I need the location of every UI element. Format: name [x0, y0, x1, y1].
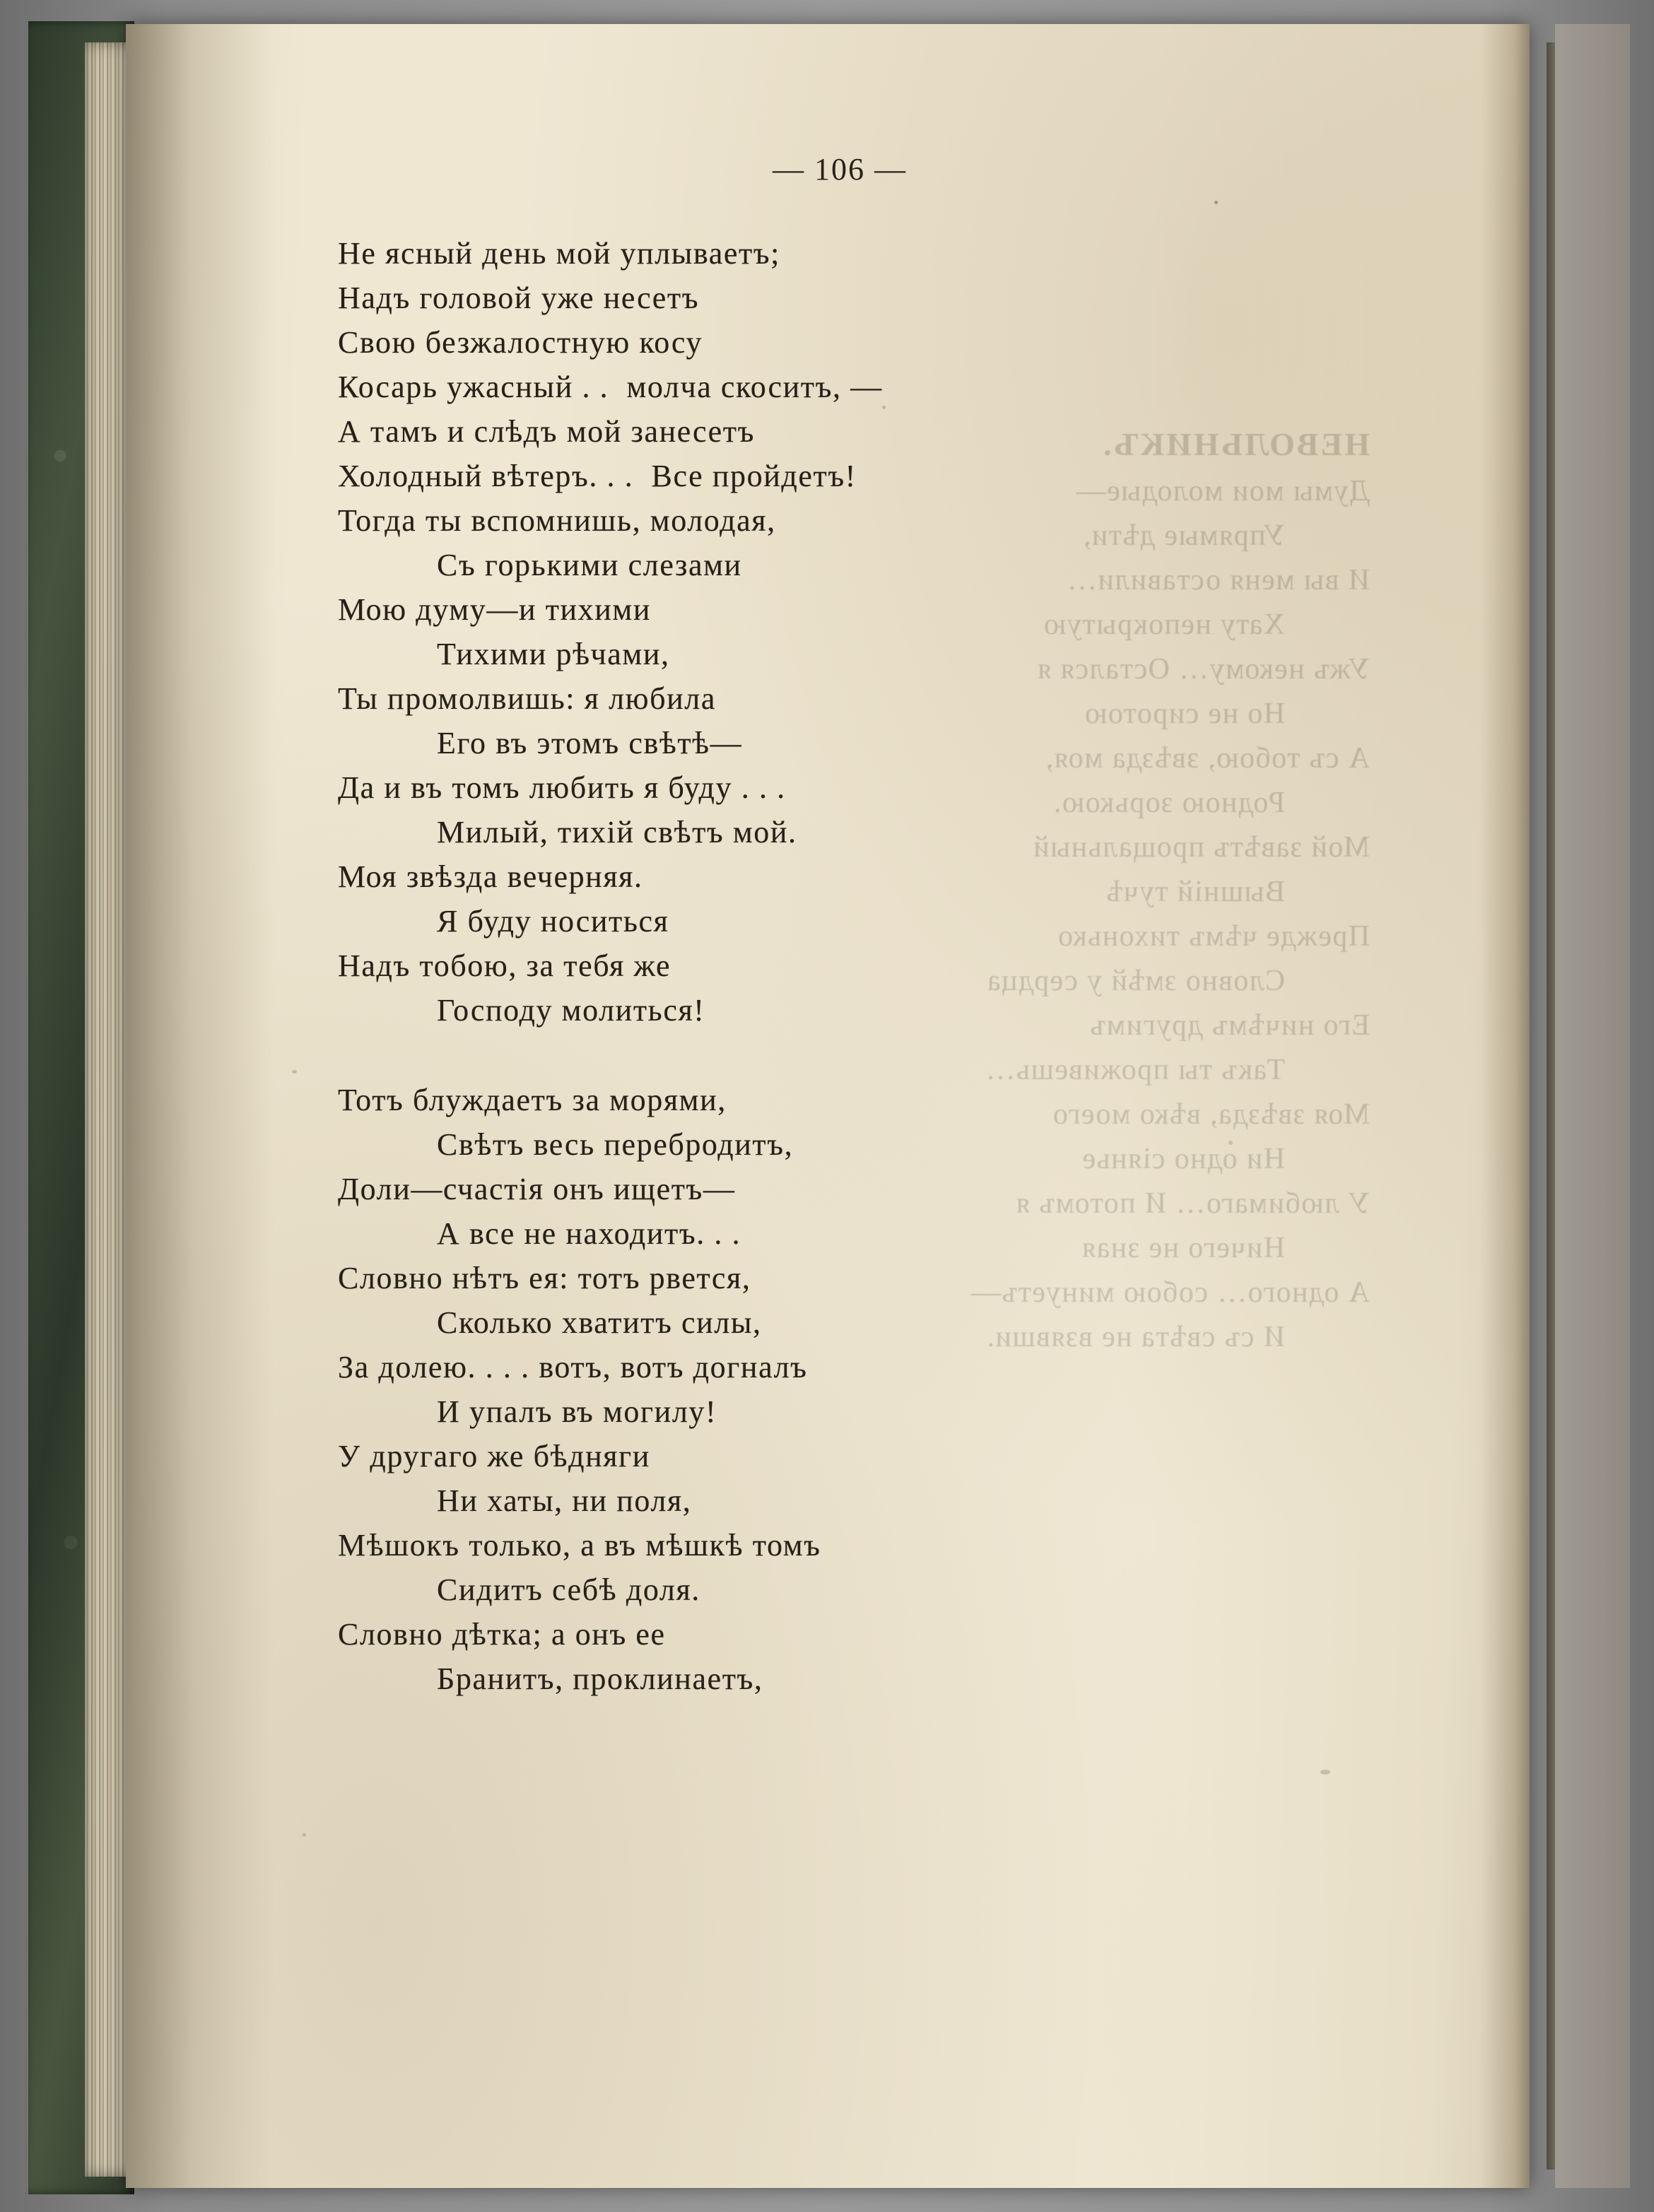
- bleed-through-line: И съ свѣта не взявши.: [986, 1321, 1285, 1353]
- bleed-through-line: Вышній тучѣ: [1105, 876, 1285, 908]
- fore-edge-shadow: [1480, 24, 1530, 2188]
- bleed-through-line: Такъ ты проживешь…: [985, 1054, 1285, 1086]
- poem-line: Мѣшокъ только, а въ мѣшкѣ томъ: [338, 1528, 821, 1563]
- poem-line: Милый, тихiй свѣтъ мой.: [437, 815, 797, 849]
- bleed-through-line: Ничего не зная: [1081, 1232, 1285, 1264]
- poem-stanza: [338, 231, 1342, 1033]
- poem-line: Ни хаты, ни поля,: [437, 1483, 692, 1518]
- adjacent-leaf-edge: [1547, 42, 1555, 2170]
- poem-line: Господу молиться!: [437, 993, 705, 1028]
- bleed-through-title: НЕВОЛЬНИКЪ.: [1101, 426, 1370, 462]
- poem-line: Надъ головой уже несетъ: [338, 281, 700, 315]
- poem-line: Тотъ блуждаетъ за морями,: [338, 1083, 727, 1117]
- poem-line: У другаго же бѣдняги: [338, 1439, 650, 1473]
- bleed-through-line: А одного… собою минуетъ—: [970, 1276, 1370, 1309]
- poem-line: Холодный вѣтеръ. . . Все пройдетъ!: [338, 459, 857, 493]
- poem-line: Мою думу—и тихими: [338, 592, 652, 627]
- paper-speck: [1320, 1770, 1330, 1775]
- adjacent-leaf-surface: [1555, 24, 1630, 2188]
- poem-line: Моя звѣзда вечерняя.: [338, 859, 643, 894]
- bleed-through-line: И вы меня оставили…: [1066, 564, 1370, 596]
- poem-line: Тогда ты вспомнишь, молодая,: [338, 503, 776, 538]
- poem-line: Доли—счастiя онъ ищетъ—: [338, 1172, 736, 1206]
- poem-line: Не ясный день мой уплываетъ;: [338, 236, 780, 271]
- poem-line: Сидитъ себѣ доля.: [437, 1572, 700, 1607]
- bleed-through-line: Словно змѣй у сердца: [986, 965, 1285, 997]
- poem-line: Ты промолвишь: я любила: [338, 681, 716, 716]
- bleed-through-line: А съ тобою, звѣзда моя,: [1045, 742, 1370, 775]
- bleed-through-line: Родною зорькою.: [1052, 787, 1285, 819]
- poem-line: А все не находитъ. . .: [437, 1216, 741, 1251]
- poem-line: Тихими рѣчами,: [437, 637, 670, 671]
- bleed-through-line: Упрямые дѣти,: [1082, 519, 1285, 552]
- poem-line: Свѣтъ весь перебродитъ,: [437, 1127, 794, 1162]
- bleed-through-line: Его ничѣмъ другимъ: [1089, 1009, 1370, 1042]
- poem-line: Бранитъ, проклинаетъ,: [437, 1661, 763, 1696]
- poem-line: Его въ этомъ свѣтѣ—: [437, 726, 743, 760]
- gutter-shadow: [126, 24, 274, 2188]
- page-text-block: [338, 151, 1342, 1701]
- poem-line: И упалъ въ могилу!: [437, 1394, 717, 1429]
- bleed-through-line: Мой завѣтъ прощальный: [1032, 831, 1370, 864]
- poem-line: Косарь ужасный . . молча скоситъ, —: [338, 370, 883, 404]
- poem-line: Сколько хватитъ силы,: [437, 1305, 762, 1340]
- bleed-through-line: Ужъ некому… Остался я: [1036, 653, 1370, 686]
- poem-line: За долею. . . . вотъ, вотъ догналъ: [338, 1350, 808, 1384]
- bleed-through-line: У любимаго… И потомъ я: [1015, 1187, 1370, 1220]
- poem-line: Съ горькими слезами: [437, 548, 742, 582]
- paper-page: [126, 24, 1530, 2188]
- poem-line: Свою безжалостную косу: [338, 325, 703, 360]
- bleed-through-line: Ни одно сiянье: [1081, 1143, 1285, 1175]
- poem-line: Словно дѣтка; а онъ ее: [338, 1617, 666, 1652]
- page-number: — 106 —: [773, 152, 907, 187]
- bleed-through-line: Хату непокрытую: [1043, 608, 1285, 641]
- poem-line: А тамъ и слѣдъ мой занесетъ: [338, 414, 755, 449]
- poem-stanza: [338, 1078, 1342, 1701]
- poem-line: Я буду носиться: [437, 904, 669, 939]
- bleed-through-line: Прежде чѣмъ тихонько: [1057, 920, 1370, 953]
- poem-line: Да и въ томъ любить я буду . . .: [338, 770, 786, 805]
- poem-line: Словно нѣтъ ея: тотъ рвется,: [338, 1261, 751, 1295]
- poem-line: Надъ тобою, за тебя же: [338, 948, 671, 983]
- paper-speck: [303, 1833, 306, 1837]
- paper-speck: [292, 1070, 297, 1073]
- bleed-through-line: Думы мои молодые—: [1075, 475, 1370, 507]
- bleed-through-line: Но не сиротою: [1084, 698, 1285, 730]
- bleed-through-line: Моя звѣзда, вѣко моего: [1052, 1098, 1370, 1131]
